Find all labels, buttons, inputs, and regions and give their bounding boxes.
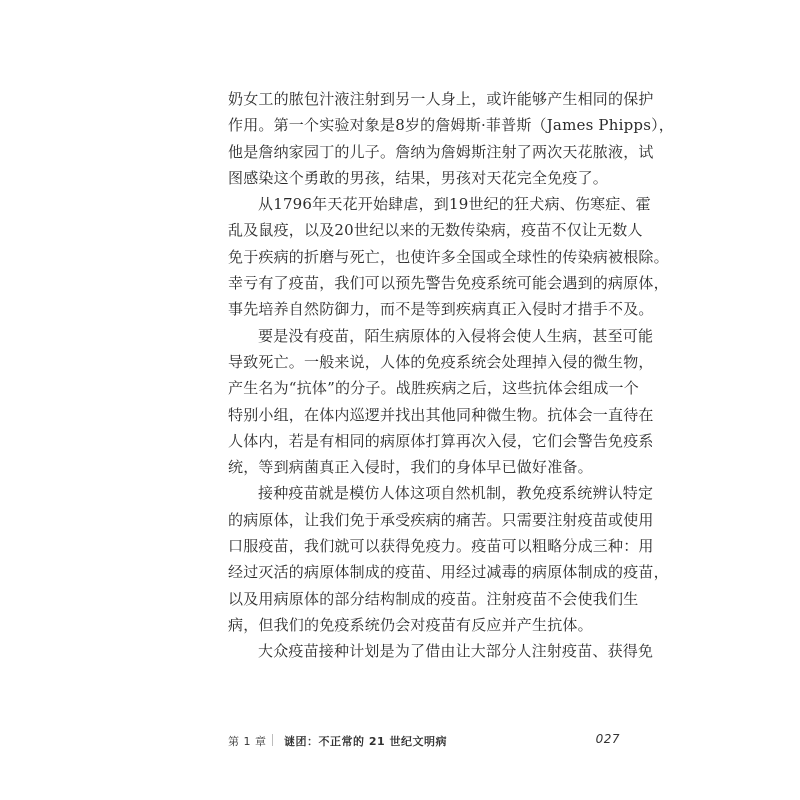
- page-footer: [228, 733, 620, 749]
- page-number: 027: [595, 732, 620, 746]
- text-line: 乱及鼠疫，以及20世纪以来的无数传染病，疫苗不仅让无数人: [228, 221, 643, 240]
- footer-divider: [272, 734, 273, 746]
- text-line: 人体内，若是有相同的病原体打算再次入侵，它们会警告免疫系: [228, 431, 654, 450]
- text-line: 他是詹纳家园丁的儿子。詹纳为詹姆斯注射了两次天花脓液，试: [228, 142, 654, 161]
- text-line: 的病原体，让我们免于承受疾病的痛苦。只需要注射疫苗或使用: [228, 510, 654, 529]
- text-line: 奶女工的脓包汁液注射到另一人身上，或许能够产生相同的保护: [228, 90, 654, 108]
- chapter-label: 第 1 章: [228, 735, 267, 748]
- text-line: 口服疫苗，我们就可以获得免疫力。疫苗可以粗略分成三种：用: [228, 537, 654, 556]
- text-line: 幸亏有了疫苗，我们可以预先警告免疫系统可能会遇到的病原体，: [228, 274, 669, 293]
- text-line: 接种疫苗就是模仿人体这项自然机制，教免疫系统辨认特定: [258, 484, 654, 503]
- text-line: 要是没有疫苗，陌生病原体的入侵将会使人生病，甚至可能: [258, 326, 654, 345]
- text-line: 大众疫苗接种计划是为了借由让大部分人注射疫苗、获得免: [258, 642, 654, 661]
- text-line: 经过灭活的病原体制成的疫苗、用经过减毒的病原体制成的疫苗，: [228, 563, 669, 582]
- chapter-title: 谜团：不正常的 21 世纪文明病: [284, 735, 447, 748]
- text-line: 图感染这个勇敢的男孩，结果，男孩对天花完全免疫了。: [228, 168, 609, 187]
- body-text: [228, 86, 674, 665]
- text-line: 特别小组，在体内巡逻并找出其他同种微生物。抗体会一直待在: [228, 405, 654, 424]
- text-line: 事先培养自然防御力，而不是等到疾病真正入侵时才措手不及。: [228, 300, 654, 319]
- text-line: 产生名为“抗体”的分子。战胜疾病之后，这些抗体会组成一个: [228, 379, 639, 398]
- text-line: 从1796年天花开始肆虐，到19世纪的狂犬病、伤寒症、霍: [258, 195, 651, 214]
- text-line: 统，等到病菌真正入侵时，我们的身体早已做好准备。: [228, 458, 593, 477]
- text-line: 病，但我们的免疫系统仍会对疫苗有反应并产生抗体。: [228, 615, 593, 634]
- text-line: 导致死亡。一般来说，人体的免疫系统会处理掉入侵的微生物，: [228, 352, 654, 371]
- text-line: 免于疾病的折磨与死亡，也使许多全国或全球性的传染病被根除。: [228, 247, 669, 266]
- text-line: 以及用病原体的部分结构制成的疫苗。注射疫苗不会使我们生: [228, 589, 639, 608]
- text-line: 作用。第一个实验对象是8岁的詹姆斯·菲普斯（James Phipps），: [228, 116, 674, 135]
